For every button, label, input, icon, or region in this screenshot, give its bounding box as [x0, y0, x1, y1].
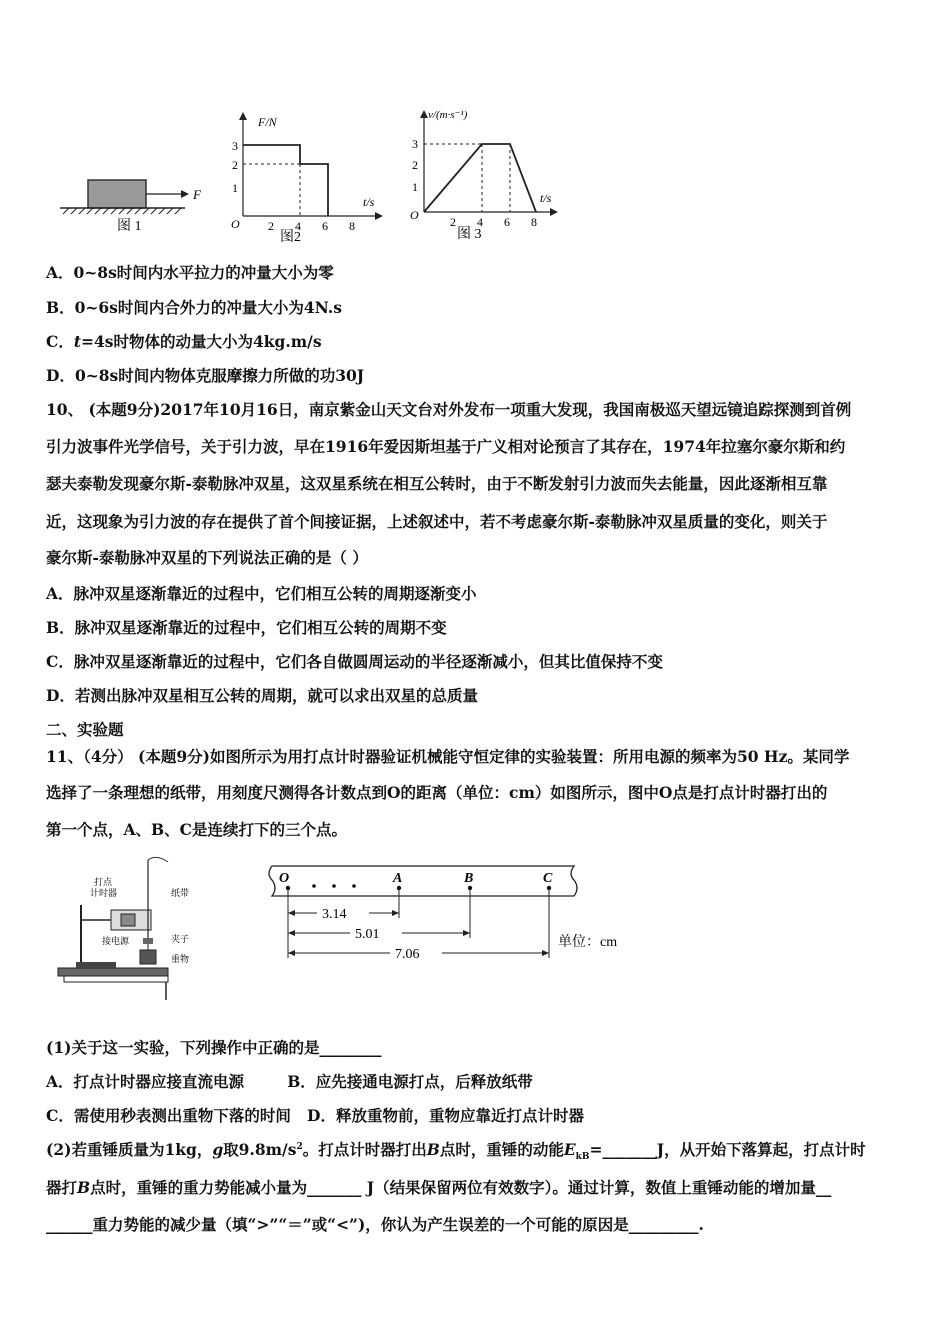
tape-point-b: B [464, 871, 474, 886]
fig2-origin: O [231, 217, 240, 231]
q10-stem-line-5: 豪尔斯-泰勒脉冲双星的下列说法正确的是（ ） [46, 548, 368, 567]
p2-l2b: 点时，重锤的重力势能减小量为_______ J（结果保留两位有效数字）。通过计算，数值上重锤动能的增加量__ [90, 1178, 832, 1197]
tape-point-a: A [393, 871, 403, 886]
distance-oc: 7.06 [395, 947, 420, 962]
fig3-xtick-4: 4 [477, 215, 483, 229]
fig3-xtick-8: 8 [531, 215, 537, 229]
fig2-ytick-1: 1 [232, 181, 238, 195]
q9-c-rest: =4s时物体的动量大小为4kg.m/s [81, 332, 322, 351]
label-timer-2: 计时器 [90, 888, 118, 898]
fig2-xtick-2: 2 [268, 219, 274, 233]
q10-stem-line-3: 瑟夫泰勒发现豪尔斯-泰勒脉冲双星，这双星系统在相互公转时，由于不断发射引力波而失去能量，因此逐渐相互靠 [46, 474, 828, 493]
tape-unit: 单位：cm [558, 935, 618, 950]
p2-E: E [563, 1140, 576, 1159]
fig3-ylabel: v/(m·s⁻¹) [428, 109, 468, 121]
p2-l1b: 取9.8m/s [223, 1140, 297, 1159]
q11-part-1-options-ab: A．打点计时器应接直流电源 B．应先接通电源打点，后释放纸带 [46, 1072, 533, 1091]
fig3-origin: O [410, 208, 419, 222]
q10-stem-line-4: 近，这现象为引力波的存在提供了首个间接证据，上述叙述中，若不考虑豪尔斯-泰勒脉冲双星质量的变化，则关于 [46, 512, 828, 531]
apparatus-figure [46, 850, 206, 1010]
q9-option-b: B．0~6s时间内合外力的冲量大小为4N.s [46, 298, 342, 317]
figure-3-velocity-time-graph [402, 104, 567, 244]
fig2-ytick-2: 2 [232, 158, 238, 172]
figure-3-caption: 图 3 [457, 227, 482, 242]
fig3-xtick-6: 6 [504, 215, 510, 229]
q9-option-d: D．0~8s时间内物体克服摩擦力所做的功30J [46, 366, 365, 385]
label-weight: 重物 [171, 954, 190, 964]
p2-B: B [426, 1140, 440, 1159]
p2-l1a: (2)若重锤质量为1kg， [46, 1140, 213, 1159]
label-power: 接电源 [102, 936, 130, 946]
q9-c-prefix: C． [46, 332, 74, 351]
label-clip: 夹子 [171, 934, 190, 944]
figure-1-block-on-floor [55, 170, 215, 240]
fig2-ylabel: F/N [258, 115, 277, 129]
fig3-xtick-2: 2 [450, 215, 456, 229]
p2-l1e: =_______J，从开始下落算起，打点计时 [589, 1140, 866, 1159]
fig3-xlabel: t/s [540, 191, 552, 205]
q11-part-1-options-cd: C．需使用秒表测出重物下落的时间 D．释放重物前，重物应靠近打点计时器 [46, 1106, 584, 1125]
p2-sq: 2 [296, 1141, 303, 1152]
q10-stem-line-2: 引力波事件光学信号，关于引力波，早在1916年爱因斯坦基于广义相对论预言了其存在，1974年拉塞尔豪尔斯和约 [46, 437, 846, 456]
paper-tape-figure [262, 858, 647, 968]
p2-g: g [212, 1140, 224, 1159]
figure-2-caption: 图2 [280, 230, 301, 243]
p2-kB: kB [575, 1152, 590, 1163]
q9-option-c [46, 330, 322, 352]
q9-c-var: t [73, 332, 82, 351]
fig2-xtick-4: 4 [295, 219, 301, 233]
q11-part-2-line-2 [46, 1176, 831, 1198]
fig3-ytick-3: 3 [412, 137, 418, 151]
q11-stem-line-1: 11、（4分） (本题9分)如图所示为用打点计时器验证机械能守恒定律的实验装置：所用电源的频率为50 Hz。某同学 [46, 747, 850, 766]
p2-l1d: 点时，重锤的动能 [439, 1140, 564, 1159]
distance-oa: 3.14 [322, 907, 347, 922]
p2-l1c: 。打点计时器打出 [302, 1140, 427, 1159]
section-heading-experiment: 二、实验题 [46, 720, 124, 739]
figure-1-caption: 图 1 [117, 219, 142, 234]
p2-l2a: 器打 [46, 1178, 78, 1197]
fig2-ytick-3: 3 [232, 139, 238, 153]
q11-stem-line-2: 选择了一条理想的纸带，用刻度尺测得各计数点到O的距离（单位：cm）如图所示，图中O点是打点计时器打出的 [46, 783, 828, 802]
label-timer-1: 打点 [94, 877, 113, 887]
fig3-ytick-1: 1 [412, 180, 418, 194]
q10-option-c: C．脉冲双星逐渐靠近的过程中，它们各自做圆周运动的半径逐渐减小，但其比值保持不变 [46, 652, 663, 671]
tape-point-c: C [543, 871, 553, 886]
q11-part-2-line-1 [46, 1138, 866, 1162]
q10-stem-line-1: 10、 (本题9分)2017年10月16日，南京紫金山天文台对外发布一项重大发现，我国南极巡天望远镜追踪探测到首例 [46, 400, 852, 419]
distance-ob: 5.01 [355, 927, 380, 942]
fig2-xtick-8: 8 [349, 219, 355, 233]
fig2-xlabel: t/s [363, 195, 375, 209]
q10-option-b: B．脉冲双星逐渐靠近的过程中，它们相互公转的周期不变 [46, 618, 447, 637]
q11-part-2-line-3: ______重力势能的减少量（填“>”“＝”或“<”)，你认为产生误差的一个可能的原因是_________. [46, 1215, 704, 1234]
q11-stem-line-3: 第一个点，A、B、C是连续打下的三个点。 [46, 820, 347, 839]
fig2-xtick-6: 6 [322, 219, 328, 233]
label-tape: 纸带 [171, 888, 190, 898]
q11-part-1: (1)关于这一实验，下列操作中正确的是________ [46, 1038, 382, 1057]
q9-option-a: A．0~8s时间内水平拉力的冲量大小为零 [46, 263, 334, 282]
force-label: F [193, 187, 201, 202]
figure-2-force-time-graph [228, 108, 388, 243]
fig3-ytick-2: 2 [412, 158, 418, 172]
q10-option-d: D．若测出脉冲双星相互公转的周期，就可以求出双星的总质量 [46, 686, 478, 705]
p2-B2: B [77, 1178, 91, 1197]
q10-option-a: A．脉冲双星逐渐靠近的过程中，它们相互公转的周期逐渐变小 [46, 584, 477, 603]
tape-point-o: O [279, 871, 290, 886]
